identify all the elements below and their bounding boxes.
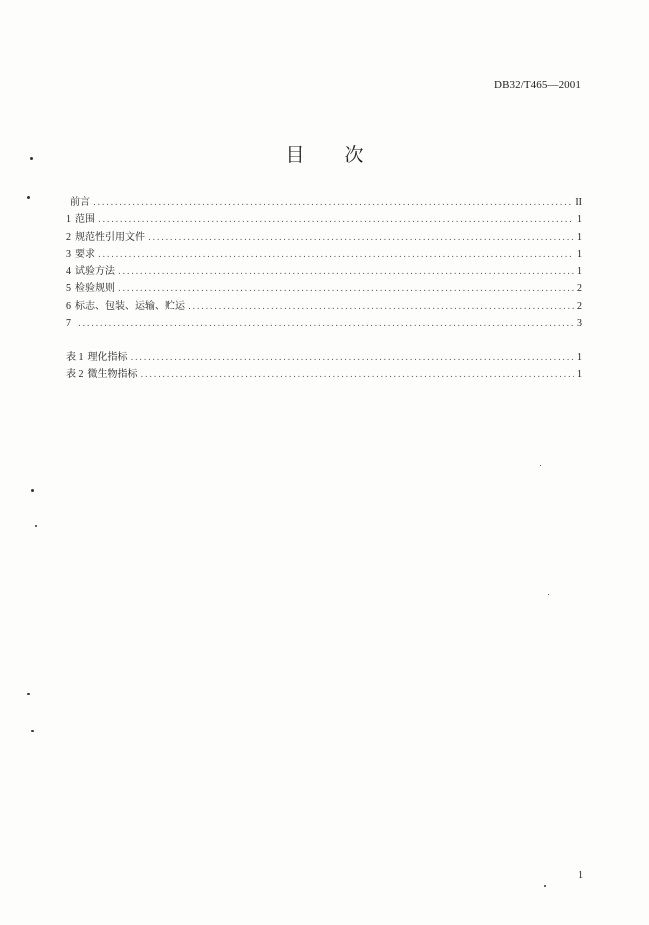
toc-entry-page: II	[575, 197, 582, 208]
dot-leader	[118, 281, 574, 298]
scan-speck	[31, 489, 34, 492]
scan-speck	[35, 525, 37, 527]
scan-speck	[31, 730, 34, 732]
page-number: 1	[578, 870, 583, 881]
toc-entry-number: 1	[66, 214, 71, 226]
toc-entry-label: 微生物指标	[87, 369, 138, 381]
toc-entry-label: 检验规则	[75, 283, 115, 295]
toc-entry-normative-references[interactable]	[66, 229, 582, 246]
toc-entry-foreword[interactable]	[66, 194, 582, 211]
dot-leader	[131, 350, 575, 367]
toc-entry-label: 范围	[75, 214, 95, 226]
toc-entry-page: 1	[577, 266, 582, 278]
toc-entry-page: 1	[577, 248, 582, 260]
toc-entry-page: 1	[577, 231, 582, 243]
scan-speck	[548, 594, 549, 595]
toc-entry-page: 1	[577, 369, 582, 381]
document-code: DB32/T465—2001	[494, 79, 581, 91]
toc-entry-number: 2	[66, 231, 71, 243]
toc-entry-scope[interactable]	[66, 211, 582, 228]
scan-speck	[27, 196, 30, 199]
toc-entry-number: 4	[66, 266, 71, 278]
toc-entry-label: 规范性引用文件	[75, 231, 145, 243]
toc-entry-requirements[interactable]	[66, 246, 582, 263]
toc-entry-number: 7	[66, 318, 71, 330]
toc-entry-number: 表 1	[66, 352, 84, 363]
scan-speck	[544, 885, 546, 887]
toc-entry-label: 理化指标	[87, 352, 128, 363]
table-of-contents	[66, 194, 582, 332]
toc-entry-inspection-rules[interactable]	[66, 280, 582, 297]
toc-entry-label: 前言	[70, 197, 90, 208]
dot-leader	[98, 212, 574, 229]
toc-entry-page: 3	[577, 318, 582, 330]
scan-speck	[30, 157, 33, 160]
page-title	[0, 140, 649, 167]
toc-entry-number: 6	[66, 300, 71, 312]
toc-entry-test-methods[interactable]	[66, 263, 582, 280]
title-char-1: 目	[285, 144, 305, 166]
toc-entry-table-1[interactable]	[66, 349, 582, 366]
toc-entry-page: 1	[577, 352, 582, 363]
toc-entry-number: 5	[66, 283, 71, 295]
scan-speck	[27, 693, 30, 695]
toc-entry-page: 1	[577, 214, 582, 226]
dot-leader	[148, 230, 574, 247]
toc-entry-section-7[interactable]	[66, 315, 582, 332]
toc-entry-number: 3	[66, 248, 71, 260]
toc-entry-number: 表 2	[66, 369, 84, 381]
dot-leader	[141, 367, 575, 384]
title-char-2: 次	[344, 144, 364, 166]
dot-leader	[118, 264, 574, 281]
scan-speck	[540, 465, 541, 466]
dot-leader	[98, 247, 574, 264]
toc-entry-page: 2	[577, 300, 582, 312]
toc-entry-label: 试验方法	[75, 266, 115, 278]
toc-entry-page: 2	[577, 283, 582, 295]
dot-leader	[93, 195, 572, 212]
list-of-tables	[66, 349, 582, 384]
toc-entry-label: 要求	[75, 248, 95, 260]
dot-leader	[188, 299, 574, 316]
toc-entry-table-2[interactable]	[66, 366, 582, 383]
toc-entry-label: 标志、包装、运输、贮运	[75, 300, 185, 312]
dot-leader	[78, 316, 574, 333]
toc-entry-marking-packaging[interactable]	[66, 298, 582, 315]
